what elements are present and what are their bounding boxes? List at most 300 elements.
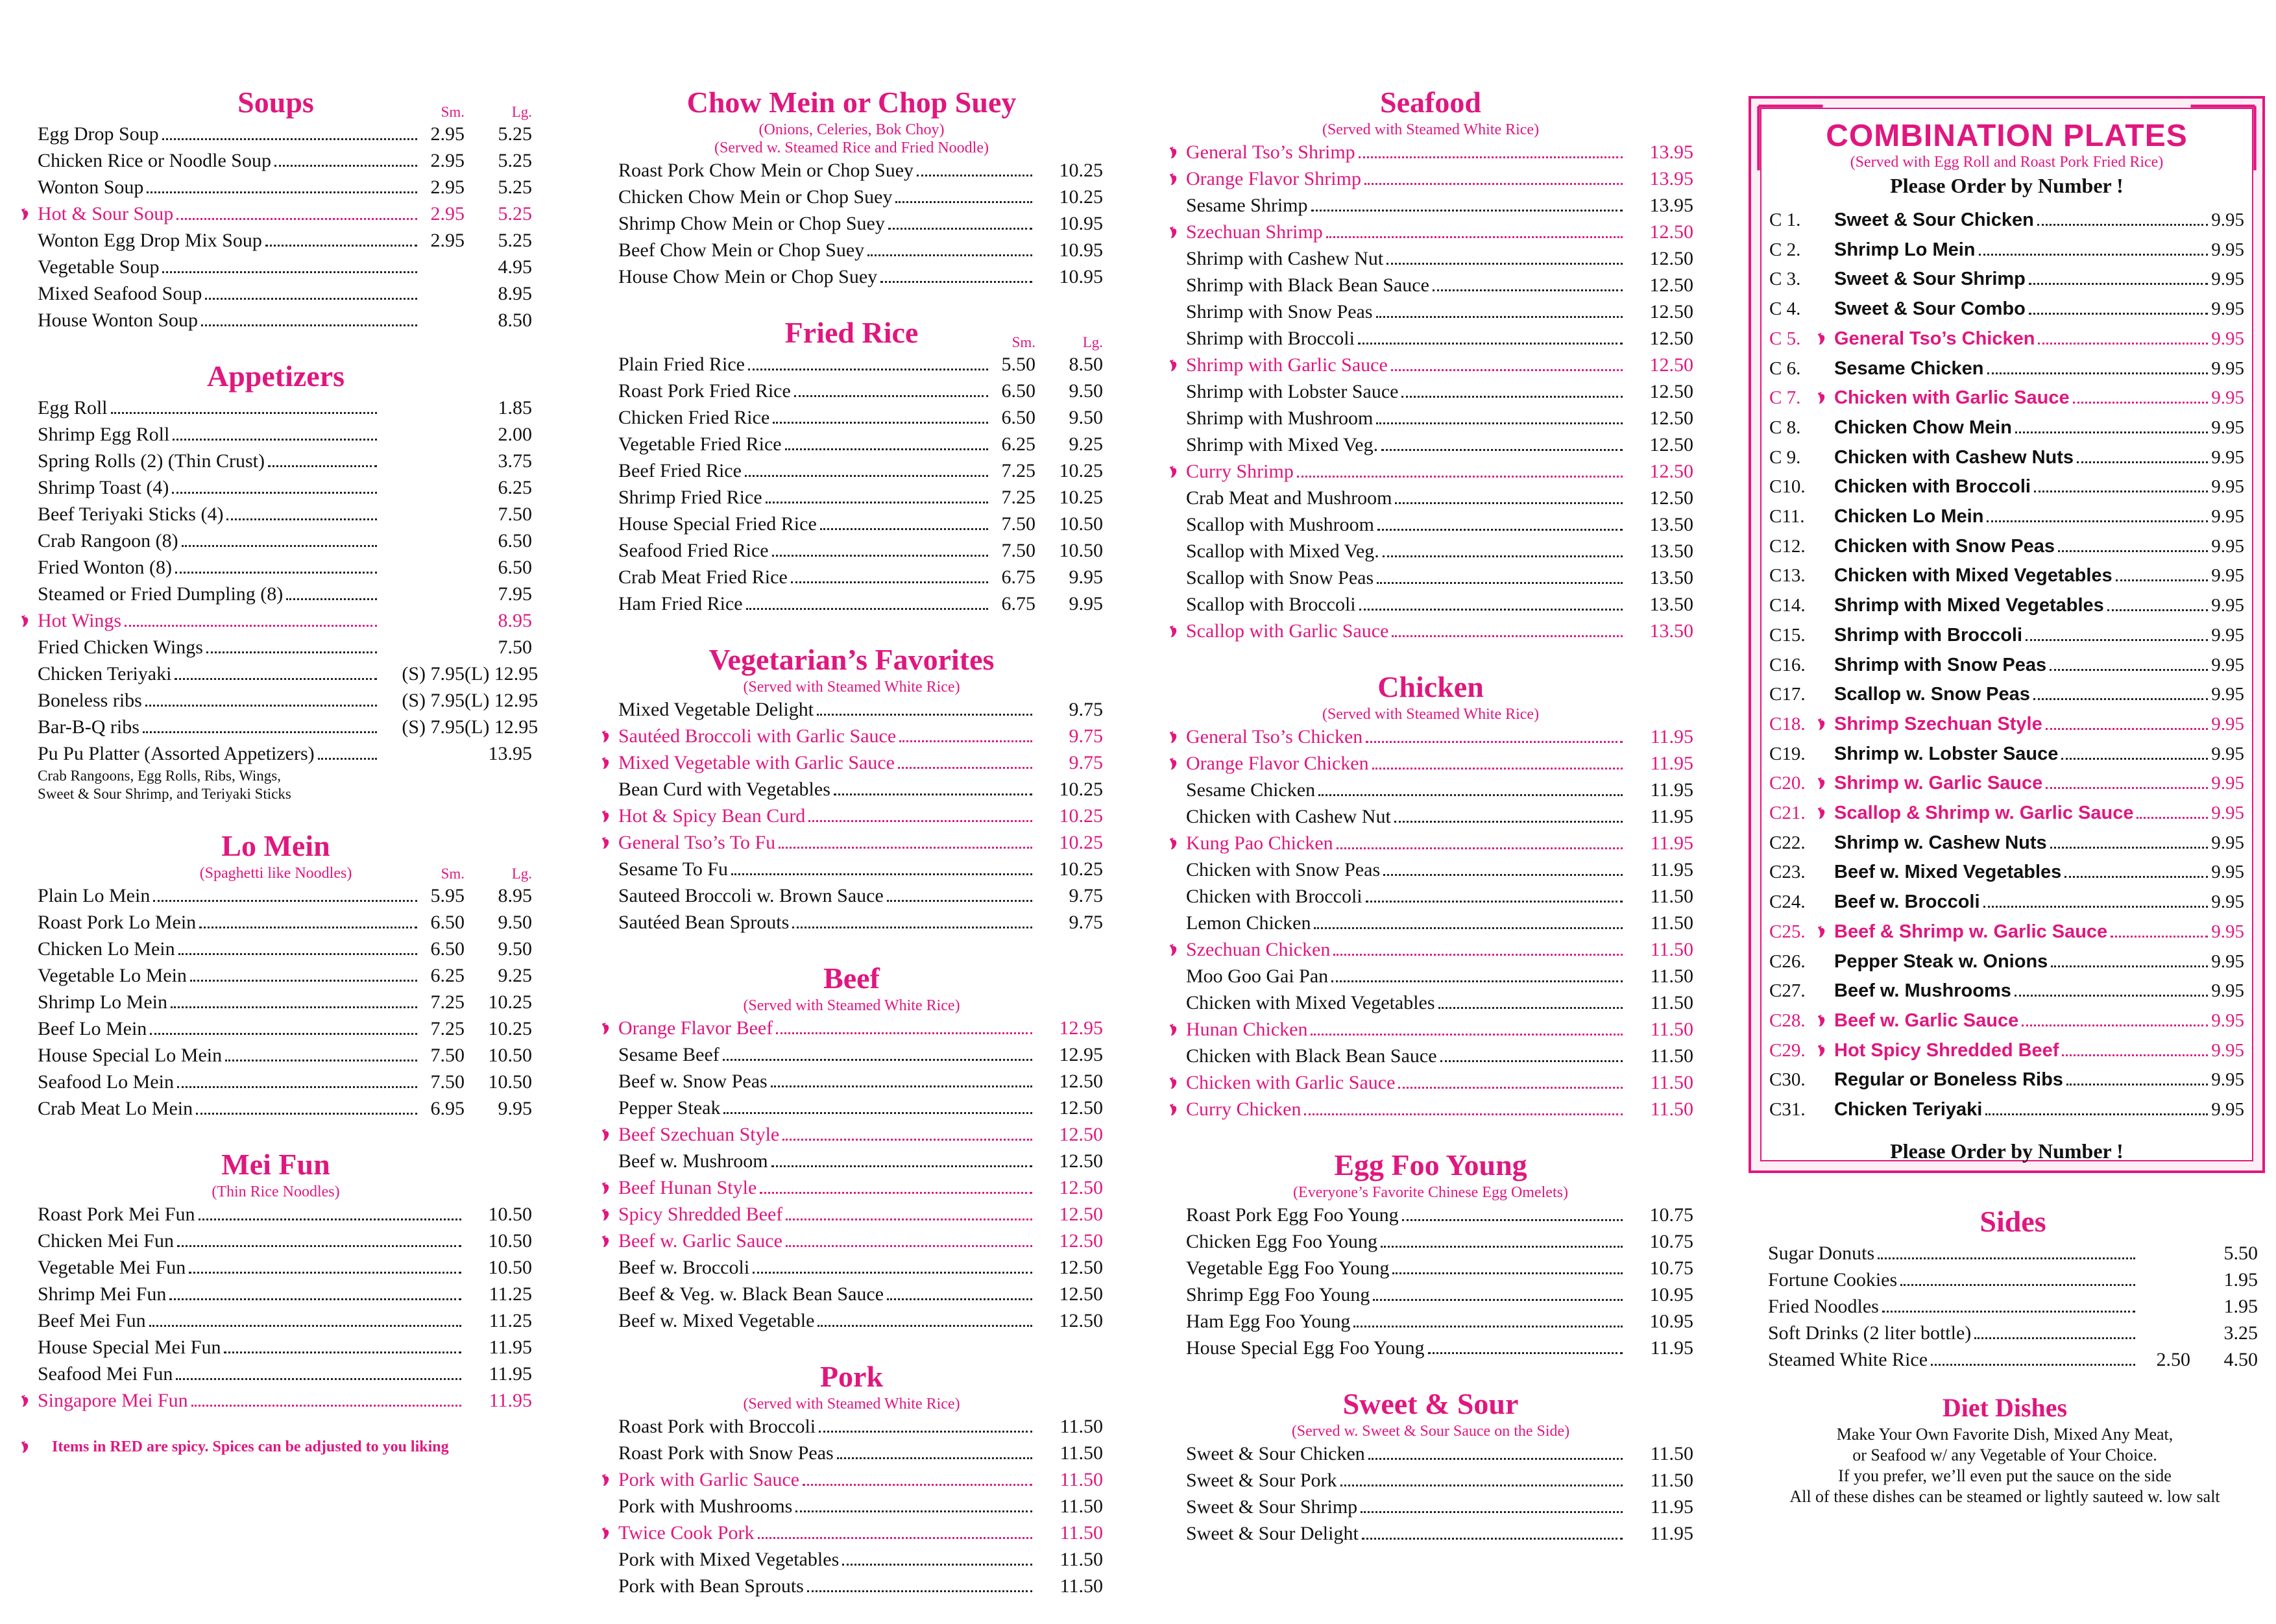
menu-item-prices	[1035, 1068, 1103, 1095]
menu-items	[1168, 1202, 1693, 1361]
egg-foo-young-header	[1168, 1147, 1693, 1202]
menu-item-row	[19, 147, 532, 174]
section-subtitle: (Served w. Steamed Rice and Fried Noodle)	[714, 139, 989, 156]
combination-code: C23.	[1769, 862, 1806, 883]
price-large: 12.50	[1649, 407, 1693, 429]
price-large: 13.50	[1649, 540, 1693, 562]
menu-items	[19, 882, 532, 1122]
dot-leader	[1364, 183, 1623, 185]
price-large: 11.50	[1650, 1443, 1693, 1464]
menu-item-row	[600, 564, 1103, 590]
price-large: 12.50	[1059, 1283, 1103, 1305]
dot-leader	[746, 608, 988, 610]
combination-price: 9.95	[2211, 1099, 2244, 1121]
menu-item-prices	[420, 909, 532, 936]
price-small: 7.25	[430, 1018, 465, 1039]
menu-item-prices	[1626, 378, 1693, 405]
combination-row	[1761, 1095, 2252, 1125]
menu-item-prices	[1626, 272, 1693, 298]
combination-code: C 2.	[1769, 239, 1801, 260]
dot-leader	[2015, 431, 2208, 433]
price-large: 11.95	[1650, 779, 1693, 801]
menu-item-name: Sesame Beef	[618, 1044, 720, 1065]
menu-item-name: Sweet & Sour Shrimp	[1186, 1496, 1358, 1518]
price-large: 11.50	[1650, 992, 1693, 1013]
menu-item-row	[600, 1520, 1103, 1546]
combination-plates-box	[1749, 96, 2265, 1173]
menu-item-name: Shrimp Chow Mein or Chop Suey	[618, 213, 885, 234]
dot-leader	[206, 651, 377, 653]
combination-price: 9.95	[2211, 713, 2244, 734]
combination-code: C21.	[1769, 803, 1806, 824]
chili-pepper-icon	[600, 1128, 614, 1142]
menu-item-name: Seafood Mei Fun	[38, 1363, 173, 1385]
price-small: 2.95	[430, 176, 465, 198]
menu-item-row	[1168, 325, 1693, 352]
menu-item-prices	[420, 227, 532, 254]
combination-price: 9.95	[2211, 1010, 2244, 1031]
menu-item-prices	[465, 1334, 532, 1361]
combination-price: 9.95	[2211, 832, 2244, 853]
beef-section	[600, 960, 1103, 1334]
menu-item-row	[19, 989, 532, 1015]
price-large: 9.95	[1069, 566, 1103, 588]
menu-item-row	[1168, 989, 1693, 1016]
dot-leader	[723, 1112, 1032, 1114]
menu-item-name: Pork with Garlic Sauce	[618, 1469, 800, 1490]
price-large: 10.25	[1059, 858, 1103, 880]
menu-item-prices	[1035, 696, 1103, 723]
sides-header	[1768, 1204, 2258, 1240]
chili-pepper-icon	[19, 614, 34, 628]
beef-header	[600, 960, 1103, 1015]
menu-item-prices	[1626, 538, 1693, 564]
menu-item-prices	[1626, 830, 1693, 856]
menu-item-row	[19, 909, 532, 936]
menu-item-row	[19, 1254, 532, 1281]
size-small-label: Sm.	[1011, 334, 1035, 350]
menu-item-row	[1168, 723, 1693, 750]
menu-item-prices	[1626, 750, 1693, 777]
price-large: 6.50	[498, 530, 532, 551]
dot-leader	[785, 448, 988, 450]
menu-item-row	[600, 590, 1103, 617]
menu-item-name: Shrimp Toast (4)	[38, 477, 169, 498]
menu-item-prices	[1626, 1043, 1693, 1069]
menu-item-name: Spring Rolls (2) (Thin Crust)	[38, 450, 265, 472]
vegetarian-section	[600, 642, 1103, 936]
combination-code: C13.	[1769, 565, 1806, 587]
price-large: 9.75	[1069, 725, 1103, 747]
price-small: (S) 7.95	[402, 663, 465, 685]
dot-leader	[173, 439, 377, 441]
combination-price: 9.95	[2211, 506, 2244, 527]
menu-item-row	[1168, 245, 1693, 272]
menu-item-prices	[1626, 591, 1693, 618]
price-small: 7.50	[430, 1071, 465, 1093]
dot-leader	[782, 1139, 1032, 1141]
price-large: 9.75	[1069, 752, 1103, 773]
menu-item-prices	[1626, 485, 1693, 511]
combination-row	[1761, 561, 2252, 591]
chili-pepper-icon	[600, 1234, 614, 1248]
menu-item-row	[1168, 458, 1693, 485]
price-large: 10.25	[488, 991, 532, 1013]
menu-item-name: Boneless ribs	[38, 690, 142, 711]
price-small: 7.50	[1001, 540, 1035, 561]
dot-leader	[1900, 1284, 2135, 1286]
menu-item-row	[19, 661, 539, 687]
dot-leader	[1359, 609, 1623, 611]
dot-leader	[225, 1060, 417, 1061]
menu-item-row	[600, 157, 1103, 184]
menu-item-prices	[1035, 1174, 1103, 1201]
chili-pepper-icon	[1816, 776, 1830, 790]
menu-item-name: Chicken Lo Mein	[38, 938, 175, 960]
menu-item-row	[19, 962, 532, 989]
menu-item-prices	[1626, 1335, 1693, 1361]
menu-item-prices	[1035, 1041, 1103, 1068]
size-header	[426, 104, 532, 121]
price-large: 13.50	[1649, 620, 1693, 642]
price-large: 9.75	[1069, 912, 1103, 933]
menu-item-name: Bar-B-Q ribs	[38, 716, 139, 738]
chili-pepper-icon	[1168, 172, 1182, 186]
menu-item-name: Wonton Soup	[38, 176, 144, 198]
price-large: 11.95	[1650, 726, 1693, 747]
dot-leader	[2058, 550, 2208, 552]
chili-pepper-icon	[1168, 624, 1182, 638]
menu-item-row	[600, 856, 1103, 882]
menu-item-prices	[420, 147, 532, 174]
menu-item-name: General Tso’s To Fu	[618, 832, 776, 853]
combination-price: 9.95	[2211, 565, 2244, 587]
dot-leader	[899, 740, 1032, 742]
dot-leader	[808, 820, 1032, 822]
menu-item-prices	[420, 307, 532, 333]
price-large: (L) 12.95	[465, 716, 539, 738]
dot-leader	[758, 1537, 1032, 1539]
combination-code: C 6.	[1769, 358, 1801, 379]
price-large: 9.50	[1069, 380, 1103, 402]
menu-item-name: Scallop with Snow Peas	[1186, 567, 1374, 588]
menu-item-row	[600, 404, 1103, 431]
pork-section	[600, 1359, 1103, 1599]
sweet-sour-section	[1168, 1386, 1693, 1547]
menu-item-prices	[1626, 803, 1693, 830]
dot-leader	[772, 555, 988, 557]
menu-item-prices	[420, 121, 532, 147]
price-large: 11.95	[489, 1337, 532, 1358]
dot-leader	[1373, 1299, 1623, 1301]
platter-note: Sweet & Sour Shrimp, and Teriyaki Sticks	[38, 786, 291, 802]
menu-item-prices	[380, 448, 532, 474]
chili-pepper-icon	[1816, 391, 1830, 405]
price-large: 13.95	[1649, 195, 1693, 216]
combination-row	[1761, 502, 2252, 532]
menu-item-row	[600, 1228, 1103, 1254]
section-subtitle: (Served with Steamed White Rice)	[1322, 706, 1540, 723]
combination-code: C10.	[1769, 476, 1806, 498]
combination-name: Shrimp with Mixed Vegetables	[1834, 595, 2104, 616]
dot-leader	[2029, 313, 2208, 315]
menu-item-prices	[1626, 1228, 1693, 1255]
menu-item-name: Hunan Chicken	[1186, 1019, 1308, 1040]
combination-code: C15.	[1769, 624, 1806, 646]
price-large: 9.95	[1069, 593, 1103, 614]
menu-item-prices	[2138, 1346, 2258, 1373]
menu-item-name: Chicken Mei Fun	[38, 1230, 174, 1252]
diet-text-line: If you prefer, we’ll even put the sauce on the side	[1838, 1466, 2172, 1485]
menu-item-name: Shrimp Mei Fun	[38, 1283, 167, 1305]
mei-fun-section	[19, 1146, 532, 1414]
section-title: Chow Mein or Chop Suey	[686, 86, 1017, 119]
combination-row	[1761, 383, 2252, 413]
price-large: 11.95	[489, 1363, 532, 1385]
combination-row	[1761, 621, 2252, 651]
combination-code: C28.	[1769, 1010, 1806, 1031]
menu-item-prices	[991, 511, 1103, 537]
menu-item-prices	[991, 378, 1103, 404]
menu-item-row	[1768, 1240, 2258, 1266]
dot-leader	[819, 1431, 1032, 1433]
combination-price: 9.95	[2211, 803, 2244, 824]
combination-name: Chicken with Cashew Nuts	[1834, 446, 2074, 468]
menu-item-row	[600, 1015, 1103, 1041]
combination-row	[1761, 532, 2252, 562]
menu-item-row	[19, 200, 532, 227]
sides-section	[1768, 1204, 2258, 1373]
combination-price: 9.95	[2211, 743, 2244, 764]
price-large: 11.95	[1650, 1523, 1693, 1544]
combination-code: C 7.	[1769, 387, 1801, 409]
price-large: 13.50	[1649, 594, 1693, 615]
menu-item-row	[600, 184, 1103, 210]
section-subtitle: (Served with Steamed White Rice)	[743, 1396, 960, 1412]
price-small: 7.25	[430, 991, 465, 1013]
menu-item-prices	[420, 1042, 532, 1069]
menu-item-prices	[1035, 1281, 1103, 1307]
menu-item-row	[1168, 165, 1693, 192]
price-large: 12.50	[1649, 274, 1693, 296]
menu-item-prices	[380, 714, 539, 740]
menu-item-name: Orange Flavor Shrimp	[1186, 168, 1361, 189]
price-large: 10.95	[1649, 1284, 1693, 1305]
menu-item-name: Beef Mei Fun	[38, 1310, 146, 1331]
menu-item-name: Plain Fried Rice	[618, 354, 745, 375]
menu-item-name: Fortune Cookies	[1768, 1269, 1898, 1291]
dot-leader	[2038, 343, 2208, 345]
combination-code: C17.	[1769, 684, 1806, 705]
menu-item-prices	[420, 280, 532, 307]
dot-leader	[2033, 698, 2208, 700]
dot-leader	[143, 731, 377, 733]
menu-item-row	[1168, 431, 1693, 458]
price-large: 11.50	[1059, 1416, 1103, 1437]
combination-code: C31.	[1769, 1099, 1806, 1121]
combination-price: 9.95	[2211, 980, 2244, 1002]
chili-pepper-icon	[1816, 717, 1830, 731]
menu-item-name: Scallop with Garlic Sauce	[1186, 620, 1389, 642]
menu-item-row	[600, 1281, 1103, 1307]
menu-item-row	[1168, 272, 1693, 298]
menu-item-name: Sesame Shrimp	[1186, 195, 1308, 216]
menu-item-row	[600, 803, 1103, 829]
price-large: 11.50	[1059, 1496, 1103, 1517]
menu-items	[1168, 723, 1693, 1122]
dot-leader	[817, 1325, 1032, 1327]
menu-item-row	[600, 776, 1103, 803]
menu-item-prices	[2138, 1266, 2258, 1293]
size-small-label: Sm.	[441, 866, 465, 882]
dot-leader	[1401, 396, 1623, 398]
price-large: 5.50	[2223, 1242, 2258, 1264]
menu-item-row	[1168, 1440, 1693, 1467]
combination-name: Shrimp Lo Mein	[1834, 239, 1976, 260]
combination-row	[1761, 888, 2252, 917]
menu-item-row	[19, 227, 532, 254]
menu-item-prices	[2138, 1293, 2258, 1320]
menu-items	[19, 1201, 532, 1414]
menu-item-row	[600, 1174, 1103, 1201]
menu-item-prices	[1626, 1440, 1693, 1467]
section-title: Soups	[237, 86, 314, 119]
menu-item-name: Chicken Rice or Noodle Soup	[38, 150, 271, 171]
price-large: 12.50	[1059, 1124, 1103, 1145]
menu-item-row	[19, 527, 532, 554]
dot-leader	[837, 1457, 1032, 1459]
combination-name: Chicken with Garlic Sauce	[1834, 387, 2070, 409]
fried-rice-header	[600, 315, 1103, 351]
combination-name: Chicken with Mixed Vegetables	[1834, 565, 2113, 587]
menu-item-name: Scallop with Mixed Veg.	[1186, 540, 1379, 562]
menu-item-name: Shrimp Fried Rice	[618, 487, 762, 508]
combination-row	[1761, 769, 2252, 799]
menu-item-name: Fried Chicken Wings	[38, 636, 203, 658]
menu-item-row	[600, 1440, 1103, 1466]
price-small: 2.50	[2156, 1349, 2190, 1370]
section-title: Lo Mein	[221, 829, 330, 862]
menu-item-prices	[465, 1254, 532, 1281]
menu-item-row	[1168, 777, 1693, 803]
menu-item-row	[19, 1334, 532, 1361]
combination-code: C 9.	[1769, 446, 1801, 468]
menu-item-prices	[991, 590, 1103, 617]
dot-leader	[773, 422, 988, 424]
combination-name: Chicken Chow Mein	[1834, 417, 2012, 438]
price-small: 6.95	[430, 1098, 465, 1119]
menu-item-prices	[1626, 139, 1693, 165]
menu-item-prices	[1035, 1228, 1103, 1254]
dot-leader	[1878, 1257, 2135, 1259]
dot-leader	[803, 1484, 1032, 1486]
price-large: 11.50	[1059, 1442, 1103, 1464]
combination-name: Chicken Teriyaki	[1834, 1099, 1983, 1121]
menu-item-prices	[465, 1201, 532, 1228]
combination-row	[1761, 710, 2252, 740]
dot-leader	[1882, 1311, 2135, 1313]
section-subtitle: (Spaghetti like Noodles)	[199, 865, 352, 882]
menu-item-prices	[1035, 157, 1103, 184]
combination-price: 9.95	[2211, 358, 2244, 379]
dot-leader	[2066, 1084, 2208, 1085]
menu-item-prices	[1035, 1546, 1103, 1573]
menu-item-prices	[1035, 1573, 1103, 1599]
menu-item-prices	[1035, 909, 1103, 936]
section-title: Vegetarian’s Favorites	[708, 643, 995, 676]
combination-price: 9.95	[2211, 298, 2244, 320]
menu-item-name: Lemon Chicken	[1186, 912, 1311, 934]
price-large: 10.75	[1649, 1204, 1693, 1226]
menu-item-name: General Tso’s Shrimp	[1186, 141, 1355, 163]
combination-row	[1761, 829, 2252, 858]
menu-item-prices	[1035, 882, 1103, 909]
chili-pepper-icon	[1816, 1043, 1830, 1058]
menu-item-name: Roast Pork with Broccoli	[618, 1416, 816, 1437]
section-title: Pork	[819, 1360, 884, 1393]
appetizers-section	[19, 358, 539, 803]
price-large: 9.25	[1069, 433, 1103, 455]
dot-leader	[895, 201, 1032, 203]
dot-leader	[171, 1006, 417, 1008]
menu-item-row	[19, 280, 532, 307]
soups-header	[19, 84, 532, 121]
menu-item-prices	[1626, 458, 1693, 485]
dot-leader	[2137, 817, 2208, 819]
menu-item-prices	[380, 607, 532, 634]
price-large: 13.50	[1649, 514, 1693, 535]
price-large: 12.50	[1059, 1257, 1103, 1278]
menu-item-prices	[380, 554, 532, 581]
dot-leader	[1331, 980, 1623, 982]
menu-item-prices	[1626, 219, 1693, 245]
dot-leader	[1979, 254, 2209, 256]
menu-item-row	[19, 121, 532, 147]
chicken-header	[1168, 669, 1693, 723]
menu-item-prices	[420, 200, 532, 227]
section-title: Seafood	[1380, 86, 1481, 119]
dot-leader	[1391, 369, 1623, 371]
menu-item-prices	[1626, 1308, 1693, 1335]
menu-item-name: Beef w. Snow Peas	[618, 1071, 768, 1092]
dot-leader	[898, 767, 1032, 769]
dot-leader	[1337, 847, 1623, 849]
price-small: 6.75	[1001, 566, 1035, 588]
menu-item-name: Ham Egg Foo Young	[1186, 1311, 1351, 1332]
combination-price: 9.95	[2211, 476, 2244, 498]
dot-leader	[147, 191, 417, 193]
menu-item-row	[600, 909, 1103, 936]
chili-pepper-icon	[1168, 225, 1182, 239]
menu-item-prices	[1626, 936, 1693, 963]
price-large: 10.25	[1059, 779, 1103, 800]
menu-item-name: General Tso’s Chicken	[1186, 726, 1363, 747]
menu-item-prices	[2138, 1240, 2258, 1266]
dot-leader	[1376, 422, 1623, 424]
price-large: 7.95	[498, 583, 532, 605]
combination-price: 9.95	[2211, 654, 2244, 675]
menu-item-row	[19, 740, 532, 767]
combination-price: 9.95	[2211, 1039, 2244, 1061]
combination-code: C29.	[1769, 1039, 1806, 1061]
menu-item-row	[19, 1228, 532, 1254]
menu-item-row	[1168, 1202, 1693, 1228]
price-large: 12.50	[1059, 1071, 1103, 1092]
menu-item-name: Roast Pork Chow Mein or Chop Suey	[618, 160, 914, 181]
dot-leader	[807, 1590, 1032, 1592]
price-large: 11.95	[1650, 832, 1693, 854]
dot-leader	[274, 165, 417, 167]
